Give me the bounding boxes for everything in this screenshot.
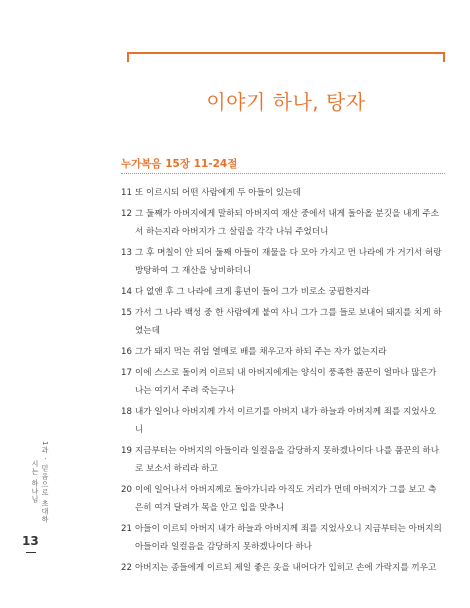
verse-text: 그 둘째가 아버지에게 말하되 아버지여 재산 중에서 내게 돌아올 분깃을 내게 주소서 하는지라 아버지가 그 살림을 각각 나눠 주었더니 [135,209,440,237]
verse-item [121,559,443,577]
verse-text: 가서 그 나라 백성 중 한 사람에게 붙여 사니 그가 그를 들로 보내어 돼지를 치게 하였는데 [135,308,442,336]
chapter-label: 1과 · 믿음으로 초대하시는 하나님 [31,440,49,524]
verse-number: 22 [121,563,132,573]
reference-divider [121,173,445,174]
verse-number: 12 [121,209,132,219]
verse-number: 20 [121,485,132,495]
verse-item [121,184,443,202]
verse-text: 지금부터는 아버지의 아들이라 일컬음을 감당하지 못하겠나이다 나를 품꾼의 하나로 보소서 하리라 하고 [135,446,440,474]
verse-number: 13 [121,248,132,258]
verse-text: 내가 일어나 아버지께 가서 이르기를 아버지 내가 하늘과 아버지께 죄를 지었사오니 [135,407,437,435]
verse-text: 이에 일어나서 아버지께로 돌아가니라 아직도 거리가 먼데 아버지가 그를 보고 측은히 여겨 달려가 목을 안고 입을 맞추니 [135,485,437,513]
verse-text: 아버지는 종들에게 이르되 제일 좋은 옷을 내어다가 입히고 손에 가락지를 끼우고 [135,563,437,573]
verse-item [121,304,443,340]
verse-number: 14 [121,287,132,297]
verse-text: 다 없앤 후 그 나라에 크게 흉년이 들어 그가 비로소 궁핍한지라 [135,287,370,297]
verse-text: 그가 돼지 먹는 쥐엄 열매로 배를 채우고자 하되 주는 자가 없는지라 [135,347,387,357]
page-title: 이야기 하나, 탕자 [206,90,366,114]
verse-number: 11 [121,188,132,198]
verse-number: 19 [121,446,132,456]
verse-item [121,442,443,478]
page-number-underline [26,552,36,553]
verse-item [121,205,443,241]
verse-item [121,364,443,400]
chapter-sidebar [10,440,70,528]
verse-item [121,343,443,361]
scripture-reference: 누가복음 15장 11-24절 [121,158,238,170]
verse-number: 15 [121,308,132,318]
verse-item [121,283,443,301]
verse-item [121,520,443,556]
verse-item [121,481,443,517]
verse-number: 16 [121,347,132,357]
verse-number: 17 [121,368,132,378]
verse-item [121,403,443,439]
verse-text: 아들이 이르되 아버지 내가 하늘과 아버지께 죄를 지었사오니 지금부터는 아버지의 아들이라 일컬음을 감당하지 못하겠나이다 하나 [135,524,442,552]
verse-number: 21 [121,524,132,534]
verse-text: 그 후 며칠이 안 되어 둘째 아들이 재물을 다 모아 가지고 먼 나라에 가 거기서 허랑방탕하여 그 재산을 낭비하더니 [135,248,442,276]
verse-text: 또 이르시되 어떤 사람에게 두 아들이 있는데 [135,188,301,198]
verse-list [121,184,443,580]
verse-text: 이에 스스로 돌이켜 이르되 내 아버지에게는 양식이 풍족한 품꾼이 얼마나 많은가 나는 여기서 주려 죽는구나 [135,368,437,396]
page-number: 13 [22,534,39,548]
verse-item [121,244,443,280]
verse-number: 18 [121,407,132,417]
title-frame-bracket [127,52,445,62]
